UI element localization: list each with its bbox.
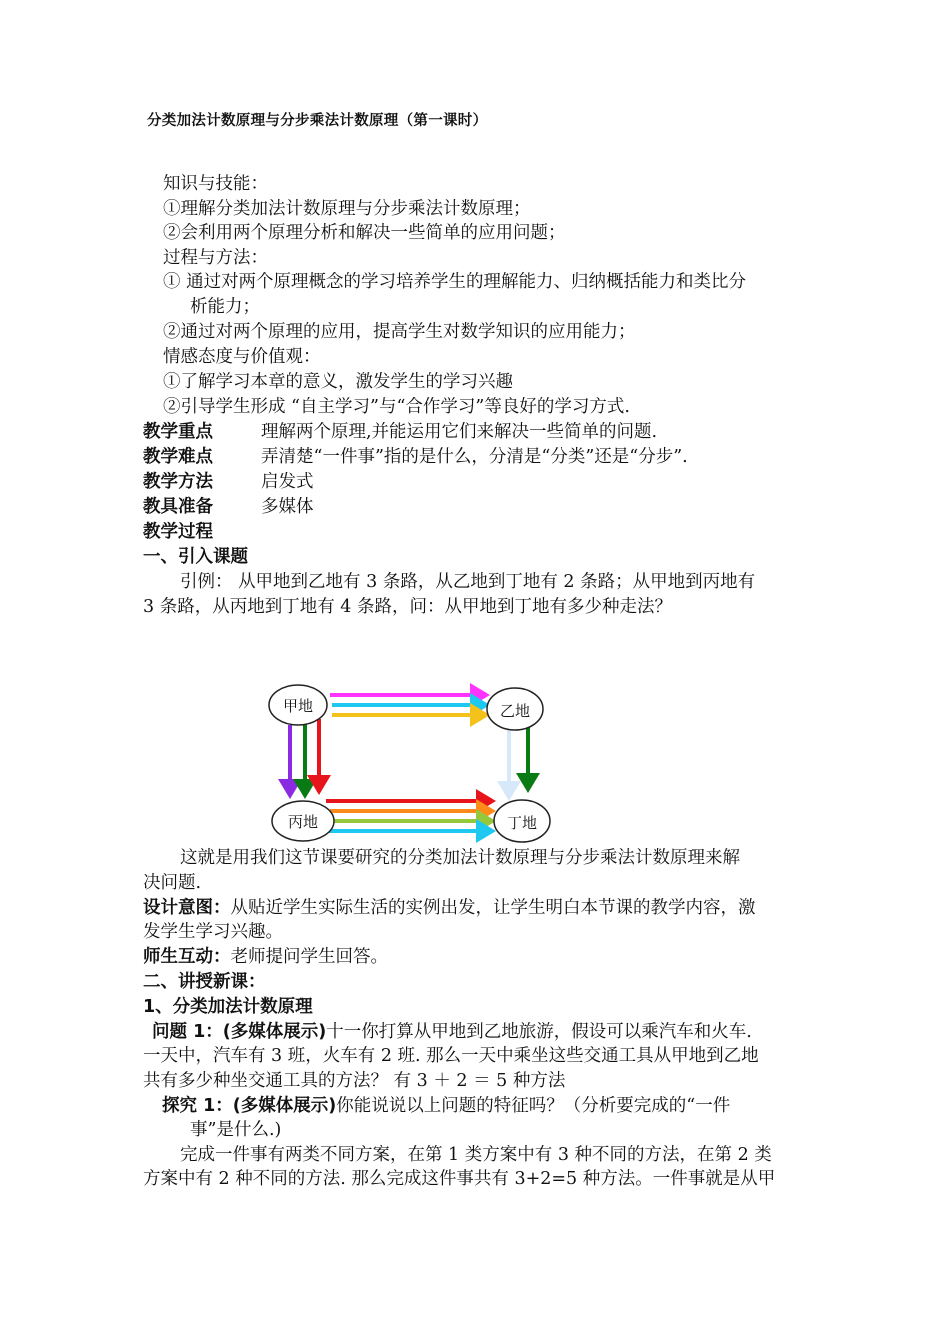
node-bing-label: 丙地 [287, 813, 319, 831]
summary-line-2: 决问题. [143, 873, 202, 893]
meta-value: 启发式 [261, 472, 314, 492]
teaching-process-heading: 教学过程 [143, 522, 213, 542]
question1-line-2: 一天中，汽车有 3 班，火车有 2 班. 那么一天中乘坐这些交通工具从甲地到乙地 [143, 1046, 759, 1066]
question1-line-3: 共有多少种坐交通工具的方法？ 有 3 ＋ 2 ＝ 5 种方法 [143, 1071, 566, 1091]
meta-row-key-point [143, 420, 657, 444]
design-intent-line-2: 发学生学习兴趣。 [143, 922, 283, 942]
node-jia-label: 甲地 [282, 697, 314, 715]
knowledge-item-2: ②会利用两个原理分析和解决一些简单的应用问题； [163, 223, 566, 243]
document-title: 分类加法计数原理与分步乘法计数原理（第一课时） [147, 113, 488, 129]
interaction-label: 师生互动： [143, 947, 231, 967]
section1-heading: 一、引入课题 [143, 547, 248, 567]
example-line-2: 3 条路，从丙地到丁地有 4 条路，问：从甲地到丁地有多少种走法？ [143, 597, 672, 617]
process-item-1-cont: 析能力； [190, 297, 260, 317]
meta-label: 教学方法 [143, 472, 213, 492]
process-item-2: ②通过对两个原理的应用，提高学生对数学知识的应用能力； [163, 322, 636, 342]
design-intent-text: 从贴近学生实际生活的实例出发，让学生明白本节课的教学内容，激 [230, 898, 756, 918]
question1-text: 十一你打算从甲地到乙地旅游，假设可以乘汽车和火车. [326, 1022, 752, 1042]
explore1-text: 你能说说以上问题的特征吗？（分析要完成的“一件 [336, 1096, 731, 1116]
node-ding-label: 丁地 [506, 814, 538, 832]
meta-row-tools [143, 495, 314, 519]
example-line-1: 引例： 从甲地到乙地有 3 条路，从乙地到丁地有 2 条路；从甲地到丙地有 [180, 572, 756, 592]
process-heading: 过程与方法： [163, 248, 268, 268]
section2-heading: 二、讲授新课： [143, 972, 266, 992]
paragraph-line-1: 完成一件事有两类不同方案，在第 1 类方案中有 3 种不同的方法，在第 2 类 [180, 1145, 772, 1165]
process-item-1: ① 通过对两个原理概念的学习培养学生的理解能力、归纳概括能力和类比分 [163, 272, 747, 292]
design-intent-line-1 [143, 896, 756, 920]
attitude-item-2: ②引导学生形成 “自主学习”与“合作学习”等良好的学习方式. [163, 397, 630, 417]
meta-row-difficulty [143, 445, 688, 469]
attitude-item-1: ①了解学习本章的意义，激发学生的学习兴趣 [163, 372, 513, 392]
summary-line-1: 这就是用我们这节课要研究的分类加法计数原理与分步乘法计数原理来解 [180, 848, 740, 868]
meta-label: 教具准备 [143, 497, 213, 517]
meta-value: 弄清楚“一件事”指的是什么，分清是“分类”还是“分步”. [261, 447, 688, 467]
explore1-label: 探究 1：(多媒体展示) [162, 1096, 337, 1116]
paragraph-line-2: 方案中有 2 种不同的方法. 那么完成这件事共有 3+2=5 种方法。一件事就是从甲 [143, 1169, 776, 1189]
node-yi-label: 乙地 [499, 702, 531, 720]
knowledge-item-1: ①理解分类加法计数原理与分步乘法计数原理； [163, 199, 531, 219]
question1-line-1 [152, 1020, 752, 1044]
meta-value: 理解两个原理,并能运用它们来解决一些简单的问题. [261, 422, 658, 442]
interaction-line [143, 945, 388, 969]
explore1-line-2: 事”是什么.) [190, 1120, 282, 1140]
section2-subheading: 1、分类加法计数原理 [143, 997, 313, 1017]
attitude-heading: 情感态度与价值观： [163, 347, 321, 367]
meta-value: 多媒体 [261, 497, 314, 517]
meta-label: 教学难点 [143, 447, 213, 467]
question1-label: 问题 1：(多媒体展示) [152, 1022, 327, 1042]
meta-row-method [143, 470, 314, 494]
route-diagram [260, 675, 560, 850]
interaction-text: 老师提问学生回答。 [230, 947, 388, 967]
design-intent-label: 设计意图： [143, 898, 231, 918]
knowledge-heading: 知识与技能： [163, 174, 268, 194]
explore1-line-1 [162, 1094, 730, 1118]
meta-label: 教学重点 [143, 422, 213, 442]
